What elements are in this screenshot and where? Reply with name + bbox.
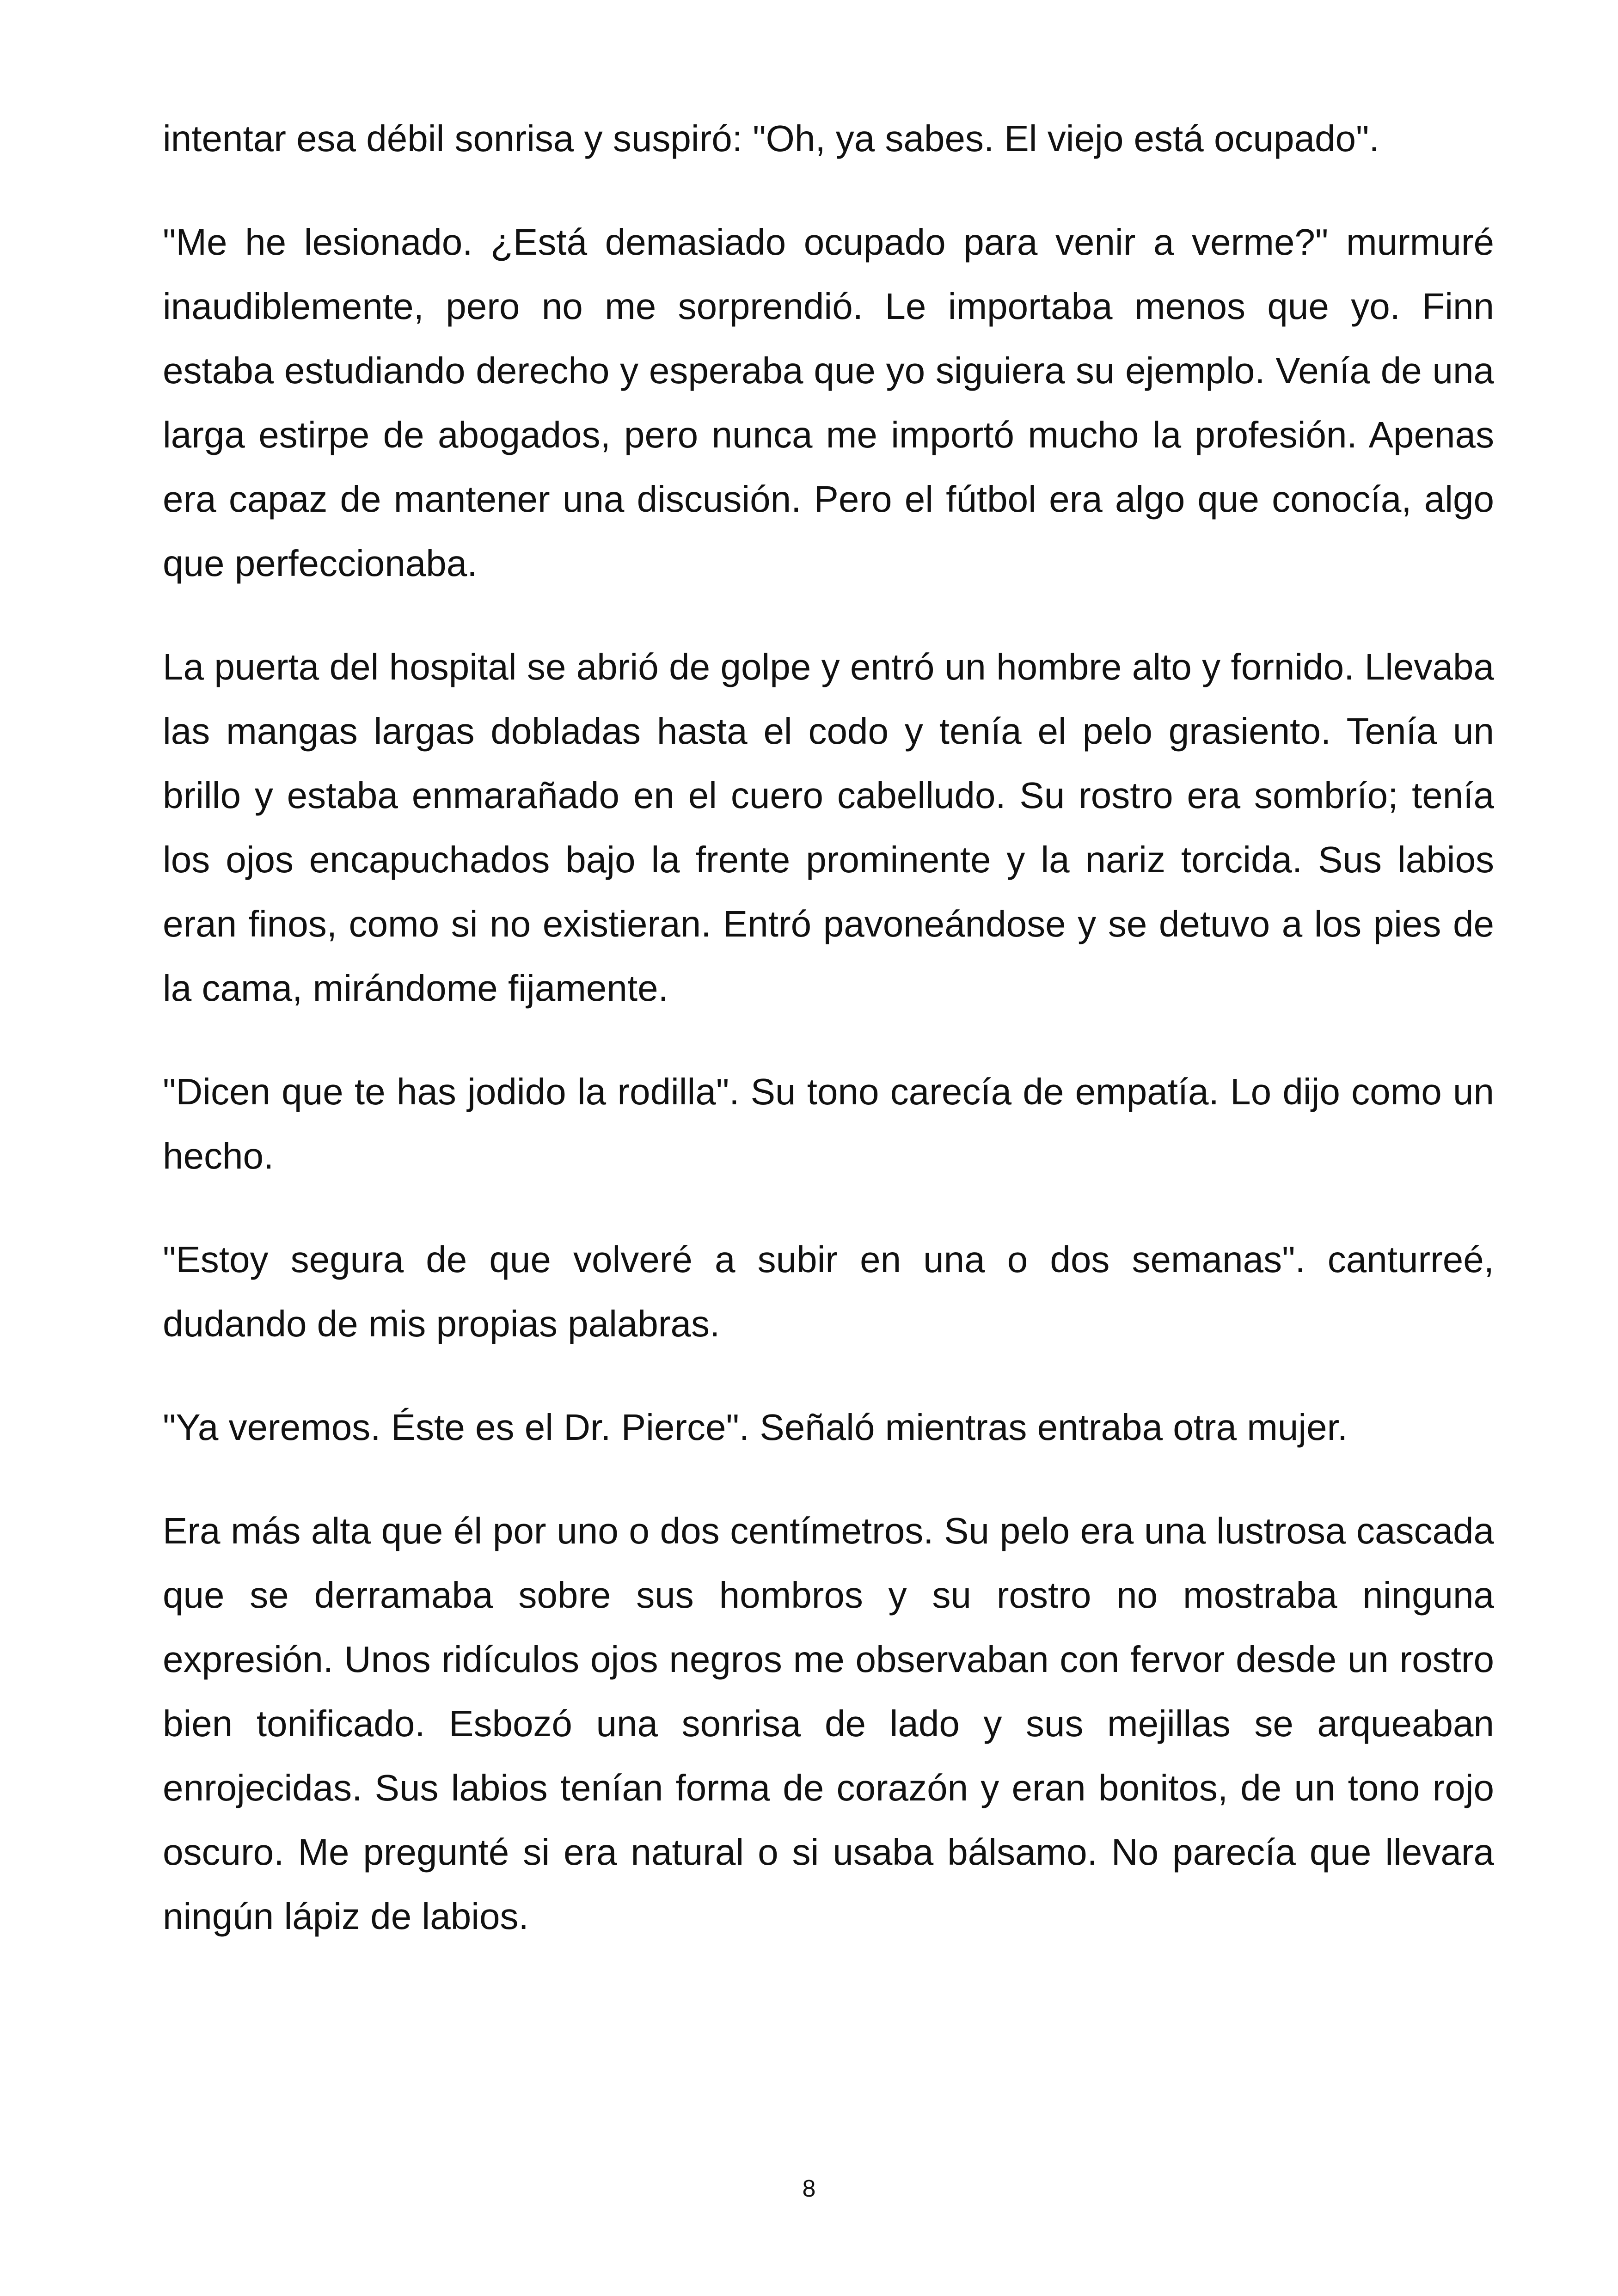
paragraph: "Ya veremos. Éste es el Dr. Pierce". Señaló mientras entraba otra mujer. <box>163 1407 1348 1448</box>
paragraph: "Dicen que te has jodido la rodilla". Su tono carecía de empatía. Lo dijo como un hecho. <box>163 1071 1494 1176</box>
paragraph: "Estoy segura de que volveré a subir en una o dos semanas". canturreé, dudando de mis propias palabras. <box>163 1239 1494 1344</box>
paragraph: Era más alta que él por uno o dos centímetros. Su pelo era una lustrosa cascada que se derramaba sobre sus hombros y su rostro no mostraba ninguna expresión. Unos ridículos ojos negros me observaban con fervor desde un rostro bien tonificado. Esbozó una sonrisa de lado y sus mejillas se arqueaban enrojecidas. Sus labios tenían forma de corazón y eran bonitos, de un tono rojo oscuro. Me pregunté si era natural o si usaba bálsamo. No parecía que llevara ningún lápiz de labios. <box>163 1510 1494 1937</box>
paragraph: La puerta del hospital se abrió de golpe y entró un hombre alto y fornido. Llevaba las mangas largas dobladas hasta el codo y tenía el pelo grasiento. Tenía un brillo y estaba enmarañado en el cuero cabelludo. Su rostro era sombrío; tenía los ojos encapuchados bajo la frente prominente y la nariz torcida. Sus labios eran finos, como si no existieran. Entró pavoneándose y se detuvo a los pies de la cama, mirándome fijamente. <box>163 646 1494 1009</box>
page-number: 8 <box>802 2175 816 2202</box>
paragraph: intentar esa débil sonrisa y suspiró: "Oh, ya sabes. El viejo está ocupado". <box>163 118 1379 159</box>
paragraph: "Me he lesionado. ¿Está demasiado ocupado para venir a verme?" murmuré inaudiblemente, pero no me sorprendió. Le importaba menos que yo. Finn estaba estudiando derecho y esperaba que yo siguiera su ejemplo. Venía de una larga estirpe de abogados, pero nunca me importó mucho la profesión. Apenas era capaz de mantener una discusión. Pero el fútbol era algo que conocía, algo que perfeccionaba. <box>163 221 1494 584</box>
body-text <box>163 106 1494 1988</box>
